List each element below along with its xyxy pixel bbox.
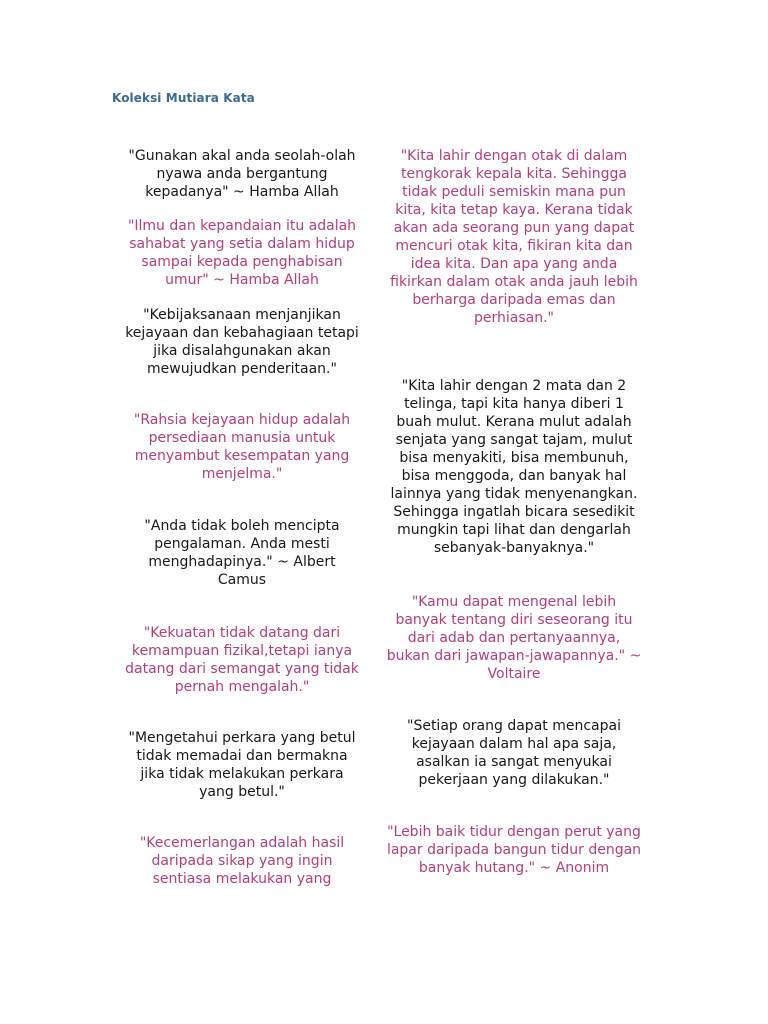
quote-otak-kaya: "Kita lahir dengan otak di dalam tengkorak kepala kita. Sehingga tidak peduli semiskin mana pun kita, kita tetap kaya. Kerana tidak akan ada seorang pun yang dapat mencuri otak kita, fikiran kita dan idea kita. Dan apa yang anda fikirkan dalam otak anda jauh lebih berharga daripada emas dan perhiasan."	[390, 148, 638, 326]
quote-voltaire: "Kamu dapat mengenal lebih banyak tentang diri seseorang itu dari adab dan pertanyaannya, bukan dari jawapan-jawapannya." ~ Voltaire	[386, 594, 642, 682]
quote-mata-telinga-mulut: "Kita lahir dengan 2 mata dan 2 telinga, tapi kita hanya diberi 1 buah mulut. Kerana mulut adalah senjata yang sangat tajam, mulut bisa menyakiti, bisa membunuh, bisa menggoda, dan banyak hal lainnya yang tidak menyenangkan. Sehingga ingatlah bicara sesedikit mungkin tapi lihat dan dengarlah sebanyak-banyaknya."	[390, 378, 638, 556]
quote-kekuatan: "Kekuatan tidak datang dari kemampuan fizikal,tetapi ianya datang dari semangat yang tidak pernah mengalah."	[125, 625, 359, 695]
quote-albert-camus: "Anda tidak boleh mencipta pengalaman. Anda mesti menghadapinya." ~ Albert Camus	[144, 518, 340, 588]
quote-anonim: "Lebih baik tidur dengan perut yang lapar daripada bangun tidur dengan banyak hutang." ~ Anonim	[386, 824, 642, 876]
quote-rahsia-kejayaan: "Rahsia kejayaan hidup adalah persediaan manusia untuk menyambut kesempatan yang menjelma."	[133, 412, 351, 482]
quote-setiap-orang: "Setiap orang dapat mencapai kejayaan dalam hal apa saja, asalkan ia sangat menyukai pekerjaan yang dilakukan."	[407, 718, 621, 788]
quote-mengetahui-perkara: "Mengetahui perkara yang betul tidak memadai dan bermakna jika tidak melakukan perkara yang betul."	[128, 730, 356, 800]
page-title: Koleksi Mutiara Kata	[112, 91, 255, 105]
quote-ilmu-kepandaian: "Ilmu dan kepandaian itu adalah sahabat yang setia dalam hidup sampai kepada penghabisan umur" ~ Hamba Allah	[127, 218, 357, 288]
quote-gunakan-akal: "Gunakan akal anda seolah-olah nyawa anda bergantung kepadanya" ~ Hamba Allah	[128, 148, 356, 200]
quote-kecemerlangan: "Kecemerlangan adalah hasil daripada sikap yang ingin sentiasa melakukan yang	[139, 835, 345, 887]
quote-kebijaksanaan: "Kebijaksanaan menjanjikan kejayaan dan kebahagiaan tetapi jika disalahgunakan akan mewujudkan penderitaan."	[125, 307, 359, 377]
